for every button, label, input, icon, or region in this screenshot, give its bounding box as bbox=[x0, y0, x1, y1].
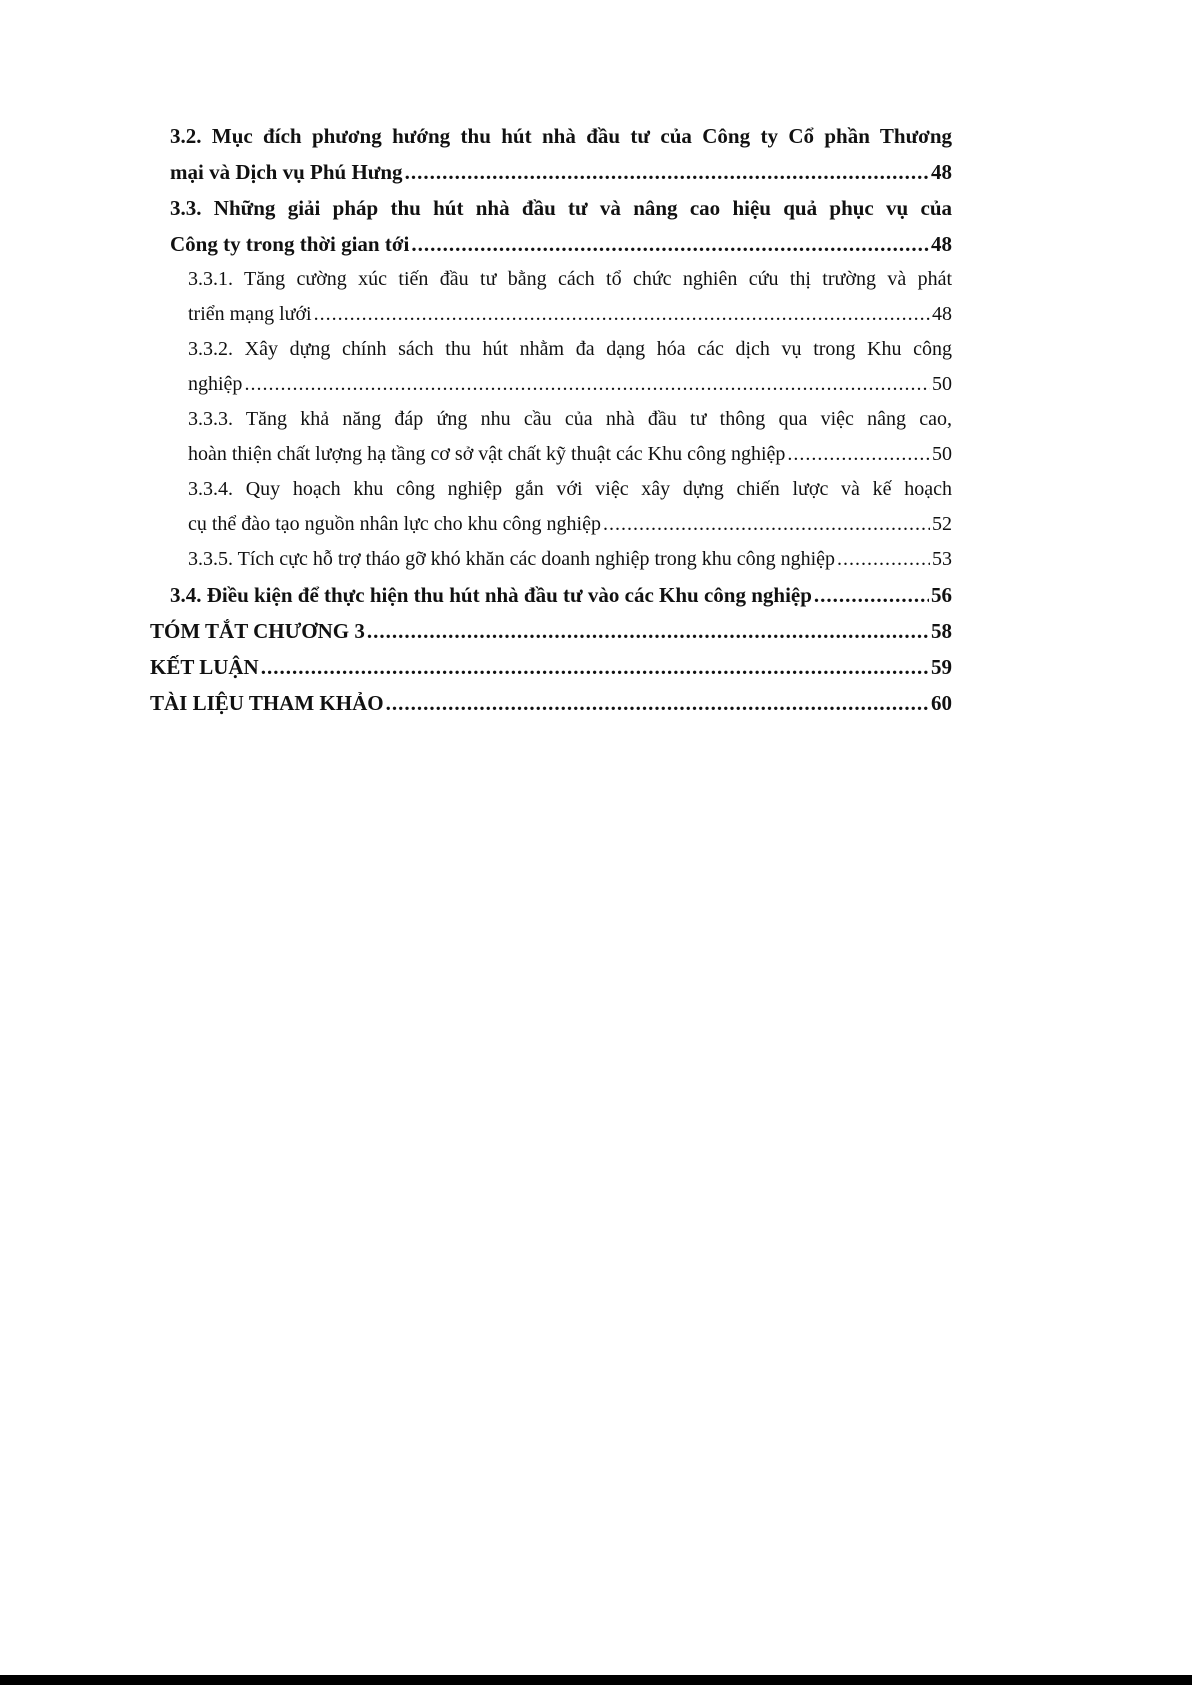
toc-page-number: 50 bbox=[932, 443, 952, 465]
toc-entry-text: 3.3. Những giải pháp thu hút nhà đầu tư và nâng cao hiệu quả phục vụ của bbox=[170, 196, 952, 220]
toc-page-number: 58 bbox=[931, 619, 952, 643]
toc-entry-text: 3.3.1. Tăng cường xúc tiến đầu tư bằng cách tổ chức nghiên cứu thị trường và phát bbox=[188, 268, 952, 290]
toc-entry-text: cụ thể đào tạo nguồn nhân lực cho khu công nghiệp bbox=[188, 513, 601, 535]
toc-entry-3-3-2[interactable] bbox=[150, 332, 952, 402]
dot-leader bbox=[367, 613, 929, 649]
toc-entry-3-3[interactable] bbox=[150, 190, 952, 262]
table-of-contents bbox=[150, 118, 952, 721]
toc-entry-text: 3.3.4. Quy hoạch khu công nghiệp gắn với việc xây dựng chiến lược và kế hoạch bbox=[188, 478, 952, 500]
dot-leader bbox=[837, 542, 930, 577]
toc-entry-references[interactable] bbox=[150, 685, 952, 721]
toc-entry-text: TÀI LIỆU THAM KHẢO bbox=[150, 691, 384, 715]
toc-entry-text: Công ty trong thời gian tới bbox=[170, 232, 410, 256]
dot-leader bbox=[814, 577, 929, 613]
dot-leader bbox=[244, 367, 930, 402]
toc-entry-text: 3.2. Mục đích phương hướng thu hút nhà đầu tư của Công ty Cổ phần Thương bbox=[170, 124, 952, 148]
toc-page-number: 56 bbox=[931, 583, 952, 607]
dot-leader bbox=[603, 507, 930, 542]
toc-page-number: 48 bbox=[931, 232, 952, 256]
toc-page-number: 52 bbox=[932, 513, 952, 535]
dot-leader bbox=[386, 685, 929, 721]
toc-entry-conclusion[interactable] bbox=[150, 649, 952, 685]
toc-entry-3-2[interactable] bbox=[150, 118, 952, 190]
toc-entry-text: nghiệp bbox=[188, 373, 243, 395]
toc-entry-chapter-summary[interactable] bbox=[150, 613, 952, 649]
toc-entry-text: 3.3.5. Tích cực hỗ trợ tháo gỡ khó khăn các doanh nghiệp trong khu công nghiệp bbox=[188, 548, 836, 570]
toc-entry-text: mại và Dịch vụ Phú Hưng bbox=[170, 160, 403, 184]
toc-entry-3-3-4[interactable] bbox=[150, 472, 952, 542]
toc-page-number: 48 bbox=[932, 303, 952, 325]
toc-entry-text: 3.4. Điều kiện để thực hiện thu hút nhà đầu tư vào các Khu công nghiệp bbox=[170, 583, 812, 607]
dot-leader bbox=[314, 297, 930, 332]
toc-entry-text: KẾT LUẬN bbox=[150, 655, 259, 679]
toc-entry-text: hoàn thiện chất lượng hạ tầng cơ sở vật chất kỹ thuật các Khu công nghiệp bbox=[188, 443, 786, 465]
toc-page-number: 60 bbox=[931, 691, 952, 715]
toc-entry-3-3-5[interactable] bbox=[150, 542, 952, 577]
toc-page-number: 50 bbox=[932, 373, 952, 395]
toc-entry-3-3-1[interactable] bbox=[150, 262, 952, 332]
dot-leader bbox=[405, 154, 929, 190]
dot-leader bbox=[411, 226, 929, 262]
toc-entry-3-4[interactable] bbox=[150, 577, 952, 613]
toc-entry-text: 3.3.3. Tăng khả năng đáp ứng nhu cầu của nhà đầu tư thông qua việc nâng cao, bbox=[188, 408, 952, 430]
toc-page-number: 48 bbox=[931, 160, 952, 184]
toc-entry-text: triển mạng lưới bbox=[188, 303, 312, 325]
toc-page-number: 53 bbox=[932, 548, 952, 570]
toc-entry-text: 3.3.2. Xây dựng chính sách thu hút nhằm đa dạng hóa các dịch vụ trong Khu công bbox=[188, 338, 952, 360]
toc-entry-text: TÓM TẮT CHƯƠNG 3 bbox=[150, 619, 365, 643]
dot-leader bbox=[261, 649, 929, 685]
toc-entry-3-3-3[interactable] bbox=[150, 402, 952, 472]
dot-leader bbox=[787, 437, 930, 472]
bottom-edge-bar bbox=[0, 1675, 1192, 1685]
toc-page-number: 59 bbox=[931, 655, 952, 679]
